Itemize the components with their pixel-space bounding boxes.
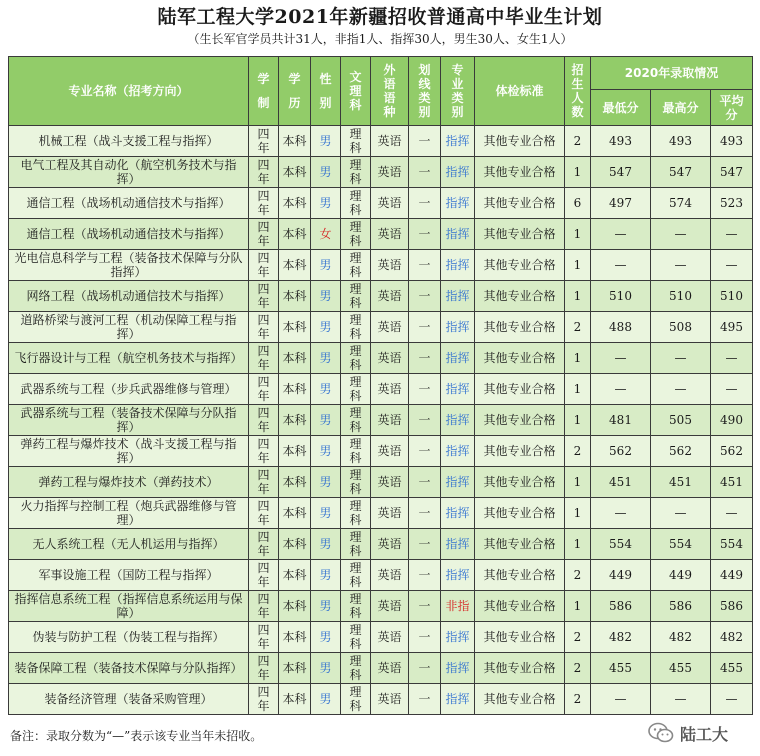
xuezhi-cell: 四年 — [249, 250, 279, 281]
lang-cell: 英语 — [371, 126, 409, 157]
track-cell: 理科 — [341, 529, 371, 560]
physical-cell: 其他专业合格 — [475, 374, 565, 405]
track-cell: 理科 — [341, 312, 371, 343]
xueli-cell: 本科 — [279, 653, 311, 684]
major-cell: 飞行器设计与工程（航空机务技术与指挥） — [9, 343, 249, 374]
table-row — [9, 436, 753, 467]
major-cell: 光电信息科学与工程（装备技术保障与分队指挥） — [9, 250, 249, 281]
xueli-cell: 本科 — [279, 126, 311, 157]
major-cell: 弹药工程与爆炸技术（战斗支援工程与指挥） — [9, 436, 249, 467]
max-score-cell: — — [651, 219, 711, 250]
max-score-cell: 510 — [651, 281, 711, 312]
xuezhi-cell: 四年 — [249, 467, 279, 498]
lang-cell: 英语 — [371, 250, 409, 281]
xuezhi-cell: 四年 — [249, 405, 279, 436]
physical-cell: 其他专业合格 — [475, 684, 565, 715]
header-xueli: 学 历 — [279, 57, 311, 126]
gender-cell: 男 — [311, 684, 341, 715]
major-cell: 火力指挥与控制工程（炮兵武器维修与管理） — [9, 498, 249, 529]
line-cell: 一 — [409, 343, 441, 374]
lang-cell: 英语 — [371, 591, 409, 622]
xuezhi-cell: 四年 — [249, 343, 279, 374]
line-cell: 一 — [409, 467, 441, 498]
lang-cell: 英语 — [371, 498, 409, 529]
category-cell: 指挥 — [441, 653, 475, 684]
track-cell: 理科 — [341, 374, 371, 405]
line-cell: 一 — [409, 374, 441, 405]
physical-cell: 其他专业合格 — [475, 343, 565, 374]
lang-cell: 英语 — [371, 157, 409, 188]
max-score-cell: 451 — [651, 467, 711, 498]
lang-cell: 英语 — [371, 343, 409, 374]
max-score-cell: 455 — [651, 653, 711, 684]
avg-score-cell: 451 — [711, 467, 753, 498]
lang-cell: 英语 — [371, 405, 409, 436]
gender-cell: 男 — [311, 653, 341, 684]
xueli-cell: 本科 — [279, 591, 311, 622]
gender-cell: 男 — [311, 126, 341, 157]
table-row — [9, 560, 753, 591]
major-cell: 机械工程（战斗支援工程与指挥） — [9, 126, 249, 157]
xueli-cell: 本科 — [279, 467, 311, 498]
xueli-cell: 本科 — [279, 312, 311, 343]
xuezhi-cell: 四年 — [249, 312, 279, 343]
line-cell: 一 — [409, 188, 441, 219]
xueli-cell: 本科 — [279, 622, 311, 653]
avg-score-cell: 482 — [711, 622, 753, 653]
category-cell: 指挥 — [441, 684, 475, 715]
track-cell: 理科 — [341, 653, 371, 684]
avg-score-cell: — — [711, 374, 753, 405]
category-cell: 非指 — [441, 591, 475, 622]
min-score-cell: 449 — [591, 560, 651, 591]
category-cell: 指挥 — [441, 498, 475, 529]
wechat-icon — [648, 722, 674, 744]
quota-cell: 6 — [565, 188, 591, 219]
track-cell: 理科 — [341, 219, 371, 250]
line-cell: 一 — [409, 498, 441, 529]
physical-cell: 其他专业合格 — [475, 312, 565, 343]
avg-score-cell: — — [711, 684, 753, 715]
track-cell: 理科 — [341, 250, 371, 281]
lang-cell: 英语 — [371, 529, 409, 560]
avg-score-cell: 547 — [711, 157, 753, 188]
track-cell: 理科 — [341, 622, 371, 653]
lang-cell: 英语 — [371, 219, 409, 250]
physical-cell: 其他专业合格 — [475, 219, 565, 250]
major-cell: 弹药工程与爆炸技术（弹药技术） — [9, 467, 249, 498]
min-score-cell: 488 — [591, 312, 651, 343]
track-cell: 理科 — [341, 343, 371, 374]
lang-cell: 英语 — [371, 312, 409, 343]
track-cell: 理科 — [341, 126, 371, 157]
avg-score-cell: 493 — [711, 126, 753, 157]
xuezhi-cell: 四年 — [249, 157, 279, 188]
gender-cell: 男 — [311, 622, 341, 653]
gender-cell: 男 — [311, 250, 341, 281]
max-score-cell: 449 — [651, 560, 711, 591]
xueli-cell: 本科 — [279, 188, 311, 219]
xuezhi-cell: 四年 — [249, 684, 279, 715]
avg-score-cell: 562 — [711, 436, 753, 467]
gender-cell: 男 — [311, 157, 341, 188]
line-cell: 一 — [409, 281, 441, 312]
gender-cell: 男 — [311, 374, 341, 405]
gender-cell: 男 — [311, 343, 341, 374]
quota-cell: 1 — [565, 157, 591, 188]
line-cell: 一 — [409, 312, 441, 343]
header-lang: 外 语 语 种 — [371, 57, 409, 126]
quota-cell: 1 — [565, 343, 591, 374]
track-cell: 理科 — [341, 188, 371, 219]
lang-cell: 英语 — [371, 281, 409, 312]
xuezhi-cell: 四年 — [249, 653, 279, 684]
avg-score-cell: — — [711, 343, 753, 374]
min-score-cell: — — [591, 684, 651, 715]
major-cell: 电气工程及其自动化（航空机务技术与指挥） — [9, 157, 249, 188]
line-cell: 一 — [409, 529, 441, 560]
physical-cell: 其他专业合格 — [475, 405, 565, 436]
min-score-cell: 510 — [591, 281, 651, 312]
min-score-cell: 497 — [591, 188, 651, 219]
max-score-cell: 505 — [651, 405, 711, 436]
xueli-cell: 本科 — [279, 343, 311, 374]
avg-score-cell: 490 — [711, 405, 753, 436]
gender-cell: 男 — [311, 188, 341, 219]
major-cell: 道路桥梁与渡河工程（机动保障工程与指挥） — [9, 312, 249, 343]
line-cell: 一 — [409, 250, 441, 281]
physical-cell: 其他专业合格 — [475, 281, 565, 312]
max-score-cell: 547 — [651, 157, 711, 188]
physical-cell: 其他专业合格 — [475, 126, 565, 157]
avg-score-cell: 523 — [711, 188, 753, 219]
category-cell: 指挥 — [441, 250, 475, 281]
page-title: 陆军工程大学2021年新疆招收普通高中毕业生计划 — [157, 6, 603, 28]
major-cell: 通信工程（战场机动通信技术与指挥） — [9, 219, 249, 250]
physical-cell: 其他专业合格 — [475, 498, 565, 529]
xueli-cell: 本科 — [279, 157, 311, 188]
quota-cell: 2 — [565, 653, 591, 684]
avg-score-cell: 449 — [711, 560, 753, 591]
quota-cell: 2 — [565, 436, 591, 467]
max-score-cell: 482 — [651, 622, 711, 653]
header-major: 专业名称（招考方向） — [9, 57, 249, 126]
category-cell: 指挥 — [441, 374, 475, 405]
table-row — [9, 219, 753, 250]
line-cell: 一 — [409, 157, 441, 188]
xuezhi-cell: 四年 — [249, 622, 279, 653]
quota-cell: 2 — [565, 622, 591, 653]
table-row — [9, 591, 753, 622]
min-score-cell: 554 — [591, 529, 651, 560]
xuezhi-cell: 四年 — [249, 529, 279, 560]
xuezhi-cell: 四年 — [249, 374, 279, 405]
quota-cell: 1 — [565, 281, 591, 312]
max-score-cell: — — [651, 250, 711, 281]
quota-cell: 1 — [565, 467, 591, 498]
min-score-cell: — — [591, 250, 651, 281]
physical-cell: 其他专业合格 — [475, 560, 565, 591]
gender-cell: 男 — [311, 312, 341, 343]
avg-score-cell: — — [711, 250, 753, 281]
max-score-cell: 574 — [651, 188, 711, 219]
avg-score-cell: — — [711, 219, 753, 250]
category-cell: 指挥 — [441, 436, 475, 467]
table-row — [9, 126, 753, 157]
major-cell: 武器系统与工程（步兵武器维修与管理） — [9, 374, 249, 405]
lang-cell: 英语 — [371, 560, 409, 591]
lang-cell: 英语 — [371, 436, 409, 467]
lang-cell: 英语 — [371, 653, 409, 684]
min-score-cell: — — [591, 498, 651, 529]
watermark — [648, 719, 756, 747]
line-cell: 一 — [409, 405, 441, 436]
table-row — [9, 281, 753, 312]
xueli-cell: 本科 — [279, 498, 311, 529]
physical-cell: 其他专业合格 — [475, 467, 565, 498]
track-cell: 理科 — [341, 498, 371, 529]
avg-score-cell: 455 — [711, 653, 753, 684]
quota-cell: 1 — [565, 219, 591, 250]
min-score-cell: — — [591, 343, 651, 374]
quota-cell: 1 — [565, 498, 591, 529]
xueli-cell: 本科 — [279, 250, 311, 281]
category-cell: 指挥 — [441, 343, 475, 374]
max-score-cell: 586 — [651, 591, 711, 622]
avg-score-cell: 510 — [711, 281, 753, 312]
physical-cell: 其他专业合格 — [475, 157, 565, 188]
quota-cell: 1 — [565, 591, 591, 622]
table-row — [9, 157, 753, 188]
xueli-cell: 本科 — [279, 281, 311, 312]
track-cell: 理科 — [341, 684, 371, 715]
physical-cell: 其他专业合格 — [475, 188, 565, 219]
major-cell: 网络工程（战场机动通信技术与指挥） — [9, 281, 249, 312]
avg-score-cell: — — [711, 498, 753, 529]
min-score-cell: 493 — [591, 126, 651, 157]
min-score-cell: 482 — [591, 622, 651, 653]
header-max: 最高分 — [651, 90, 711, 126]
xuezhi-cell: 四年 — [249, 591, 279, 622]
quota-cell: 2 — [565, 560, 591, 591]
category-cell: 指挥 — [441, 529, 475, 560]
max-score-cell: 508 — [651, 312, 711, 343]
track-cell: 理科 — [341, 436, 371, 467]
track-cell: 理科 — [341, 405, 371, 436]
category-cell: 指挥 — [441, 405, 475, 436]
header-min: 最低分 — [591, 90, 651, 126]
header-gender: 性 别 — [311, 57, 341, 126]
quota-cell: 1 — [565, 405, 591, 436]
xueli-cell: 本科 — [279, 436, 311, 467]
max-score-cell: — — [651, 343, 711, 374]
lang-cell: 英语 — [371, 684, 409, 715]
min-score-cell: 455 — [591, 653, 651, 684]
line-cell: 一 — [409, 219, 441, 250]
gender-cell: 男 — [311, 281, 341, 312]
table-row — [9, 653, 753, 684]
page-subtitle: （生长军官学员共计31人，非指1人、指挥30人，男生30人、女生1人） — [187, 32, 573, 46]
category-cell: 指挥 — [441, 219, 475, 250]
table-row — [9, 684, 753, 715]
min-score-cell: 562 — [591, 436, 651, 467]
gender-cell: 男 — [311, 591, 341, 622]
major-cell: 装备经济管理（装备采购管理） — [9, 684, 249, 715]
min-score-cell: — — [591, 219, 651, 250]
line-cell: 一 — [409, 653, 441, 684]
xueli-cell: 本科 — [279, 529, 311, 560]
physical-cell: 其他专业合格 — [475, 591, 565, 622]
header-admission-group: 2020年录取情况 — [591, 57, 753, 90]
gender-cell: 男 — [311, 560, 341, 591]
line-cell: 一 — [409, 560, 441, 591]
max-score-cell: 493 — [651, 126, 711, 157]
physical-cell: 其他专业合格 — [475, 250, 565, 281]
table-body — [9, 126, 753, 715]
major-cell: 通信工程（战场机动通信技术与指挥） — [9, 188, 249, 219]
avg-score-cell: 586 — [711, 591, 753, 622]
xuezhi-cell: 四年 — [249, 126, 279, 157]
min-score-cell: 586 — [591, 591, 651, 622]
physical-cell: 其他专业合格 — [475, 529, 565, 560]
xuezhi-cell: 四年 — [249, 219, 279, 250]
max-score-cell: — — [651, 374, 711, 405]
category-cell: 指挥 — [441, 312, 475, 343]
header-line: 划 线 类 别 — [409, 57, 441, 126]
track-cell: 理科 — [341, 157, 371, 188]
avg-score-cell: 495 — [711, 312, 753, 343]
physical-cell: 其他专业合格 — [475, 653, 565, 684]
enrollment-plan-table — [8, 56, 753, 715]
min-score-cell: 547 — [591, 157, 651, 188]
major-cell: 无人系统工程（无人机运用与指挥） — [9, 529, 249, 560]
xuezhi-cell: 四年 — [249, 560, 279, 591]
category-cell: 指挥 — [441, 622, 475, 653]
line-cell: 一 — [409, 126, 441, 157]
line-cell: 一 — [409, 622, 441, 653]
physical-cell: 其他专业合格 — [475, 436, 565, 467]
max-score-cell: — — [651, 684, 711, 715]
table-row — [9, 343, 753, 374]
xuezhi-cell: 四年 — [249, 436, 279, 467]
header-quota: 招 生 人 数 — [565, 57, 591, 126]
quota-cell: 1 — [565, 374, 591, 405]
table-row — [9, 188, 753, 219]
physical-cell: 其他专业合格 — [475, 622, 565, 653]
avg-score-cell: 554 — [711, 529, 753, 560]
header-row-1 — [9, 57, 753, 90]
watermark-text: 陆工大 — [680, 724, 729, 744]
max-score-cell: — — [651, 498, 711, 529]
gender-cell: 男 — [311, 498, 341, 529]
table-row — [9, 250, 753, 281]
lang-cell: 英语 — [371, 467, 409, 498]
quota-cell: 2 — [565, 126, 591, 157]
table-row — [9, 498, 753, 529]
category-cell: 指挥 — [441, 126, 475, 157]
category-cell: 指挥 — [441, 157, 475, 188]
lang-cell: 英语 — [371, 374, 409, 405]
major-cell: 军事设施工程（国防工程与指挥） — [9, 560, 249, 591]
category-cell: 指挥 — [441, 281, 475, 312]
header-xuezhi: 学 制 — [249, 57, 279, 126]
xueli-cell: 本科 — [279, 374, 311, 405]
major-cell: 指挥信息系统工程（指挥信息系统运用与保障） — [9, 591, 249, 622]
line-cell: 一 — [409, 591, 441, 622]
gender-cell: 女 — [311, 219, 341, 250]
xueli-cell: 本科 — [279, 405, 311, 436]
lang-cell: 英语 — [371, 188, 409, 219]
table-row — [9, 467, 753, 498]
lang-cell: 英语 — [371, 622, 409, 653]
xuezhi-cell: 四年 — [249, 498, 279, 529]
major-cell: 武器系统与工程（装备技术保障与分队指挥） — [9, 405, 249, 436]
xueli-cell: 本科 — [279, 560, 311, 591]
min-score-cell: — — [591, 374, 651, 405]
max-score-cell: 554 — [651, 529, 711, 560]
line-cell: 一 — [409, 436, 441, 467]
quota-cell: 2 — [565, 684, 591, 715]
header-physical: 体检标准 — [475, 57, 565, 126]
gender-cell: 男 — [311, 436, 341, 467]
max-score-cell: 562 — [651, 436, 711, 467]
major-cell: 装备保障工程（装备技术保障与分队指挥） — [9, 653, 249, 684]
xueli-cell: 本科 — [279, 219, 311, 250]
table-row — [9, 529, 753, 560]
header-category: 专 业 类 别 — [441, 57, 475, 126]
line-cell: 一 — [409, 684, 441, 715]
table-row — [9, 374, 753, 405]
category-cell: 指挥 — [441, 188, 475, 219]
xuezhi-cell: 四年 — [249, 188, 279, 219]
table-row — [9, 622, 753, 653]
xuezhi-cell: 四年 — [249, 281, 279, 312]
min-score-cell: 481 — [591, 405, 651, 436]
category-cell: 指挥 — [441, 467, 475, 498]
footnote: 备注：录取分数为“—”表示该专业当年未招收。 — [10, 729, 263, 743]
min-score-cell: 451 — [591, 467, 651, 498]
category-cell: 指挥 — [441, 560, 475, 591]
quota-cell: 1 — [565, 529, 591, 560]
header-track: 文 理 科 — [341, 57, 371, 126]
gender-cell: 男 — [311, 529, 341, 560]
table-row — [9, 312, 753, 343]
gender-cell: 男 — [311, 405, 341, 436]
track-cell: 理科 — [341, 591, 371, 622]
header-avg: 平均分 — [711, 90, 753, 126]
table-row — [9, 405, 753, 436]
major-cell: 伪装与防护工程（伪装工程与指挥） — [9, 622, 249, 653]
quota-cell: 2 — [565, 312, 591, 343]
gender-cell: 男 — [311, 467, 341, 498]
track-cell: 理科 — [341, 560, 371, 591]
quota-cell: 1 — [565, 250, 591, 281]
xueli-cell: 本科 — [279, 684, 311, 715]
track-cell: 理科 — [341, 281, 371, 312]
track-cell: 理科 — [341, 467, 371, 498]
